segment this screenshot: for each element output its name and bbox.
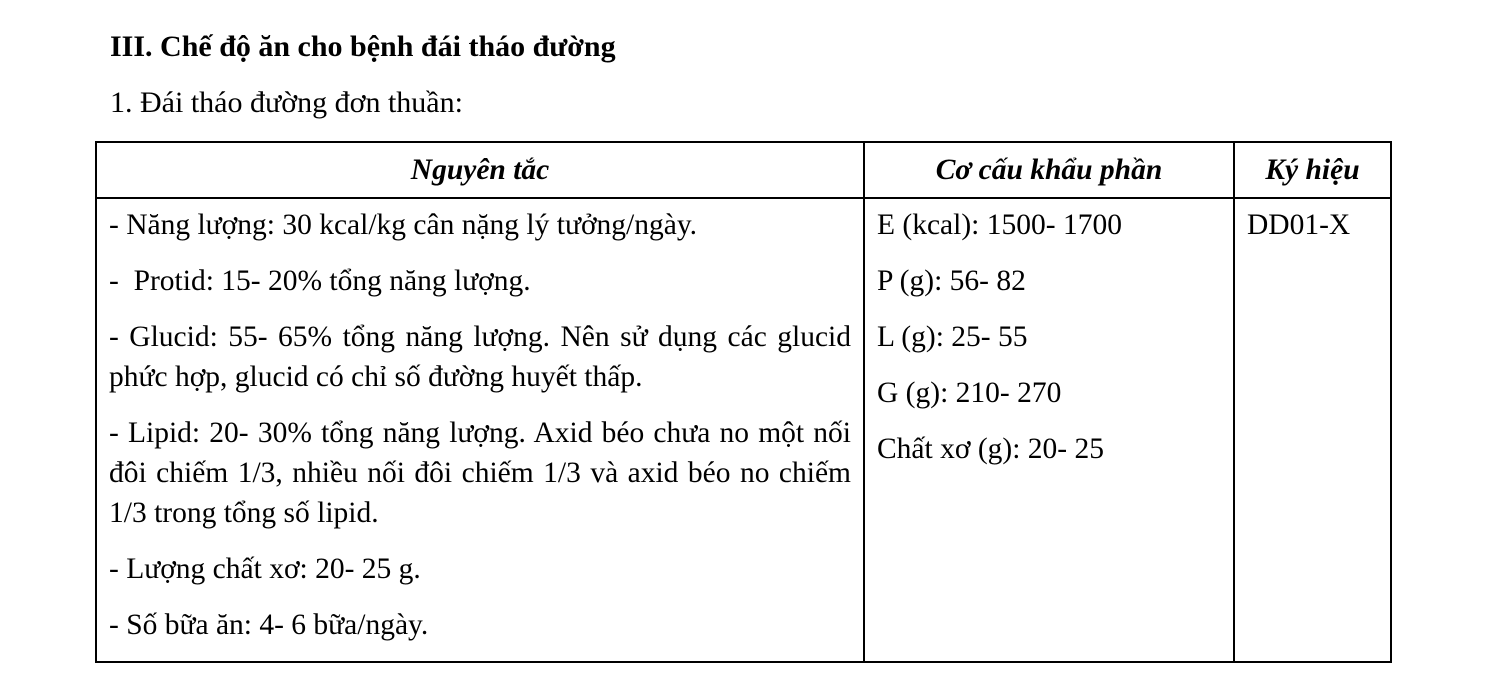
code-cell bbox=[1234, 198, 1391, 662]
table-row bbox=[96, 198, 1391, 662]
section-heading: III. Chế độ ăn cho bệnh đái tháo đường bbox=[110, 30, 616, 63]
composition-item: E (kcal): 1500- 1700 bbox=[877, 209, 1122, 241]
header-code: Ký hiệu bbox=[1234, 142, 1391, 198]
principle-item: - Năng lượng: 30 kcal/kg cân nặng lý tưởng/ngày. bbox=[109, 209, 698, 241]
composition-item: L (g): 25- 55 bbox=[877, 321, 1028, 353]
principle-item: - Protid: 15- 20% tổng năng lượng. bbox=[109, 265, 531, 297]
principle-item: - Số bữa ăn: 4- 6 bữa/ngày. bbox=[109, 609, 429, 641]
principle-item: - Lượng chất xơ: 20- 25 g. bbox=[109, 553, 421, 585]
subsection-heading: 1. Đái tháo đường đơn thuần: bbox=[110, 86, 463, 119]
composition-item: P (g): 56- 82 bbox=[877, 265, 1026, 297]
composition-item: Chất xơ (g): 20- 25 bbox=[877, 433, 1104, 465]
principle-item: - Lipid: 20- 30% tổng năng lượng. Axid béo chưa no một nối đôi chiếm 1/3, nhiều nối đôi chiếm 1/3 và axid béo no chiếm 1/3 trong tổng số lipid. bbox=[109, 417, 851, 529]
diet-code: DD01-X bbox=[1247, 209, 1351, 241]
composition-item: G (g): 210- 270 bbox=[877, 377, 1062, 409]
diet-table bbox=[95, 141, 1392, 663]
header-composition: Cơ cấu khẩu phần bbox=[864, 142, 1234, 198]
principle-item: - Glucid: 55- 65% tổng năng lượng. Nên sử dụng các glucid phức hợp, glucid có chỉ số đường huyết thấp. bbox=[109, 321, 851, 393]
composition-cell bbox=[864, 198, 1234, 662]
principles-cell bbox=[96, 198, 864, 662]
header-principles: Nguyên tắc bbox=[96, 142, 864, 198]
table-header-row bbox=[96, 142, 1391, 198]
